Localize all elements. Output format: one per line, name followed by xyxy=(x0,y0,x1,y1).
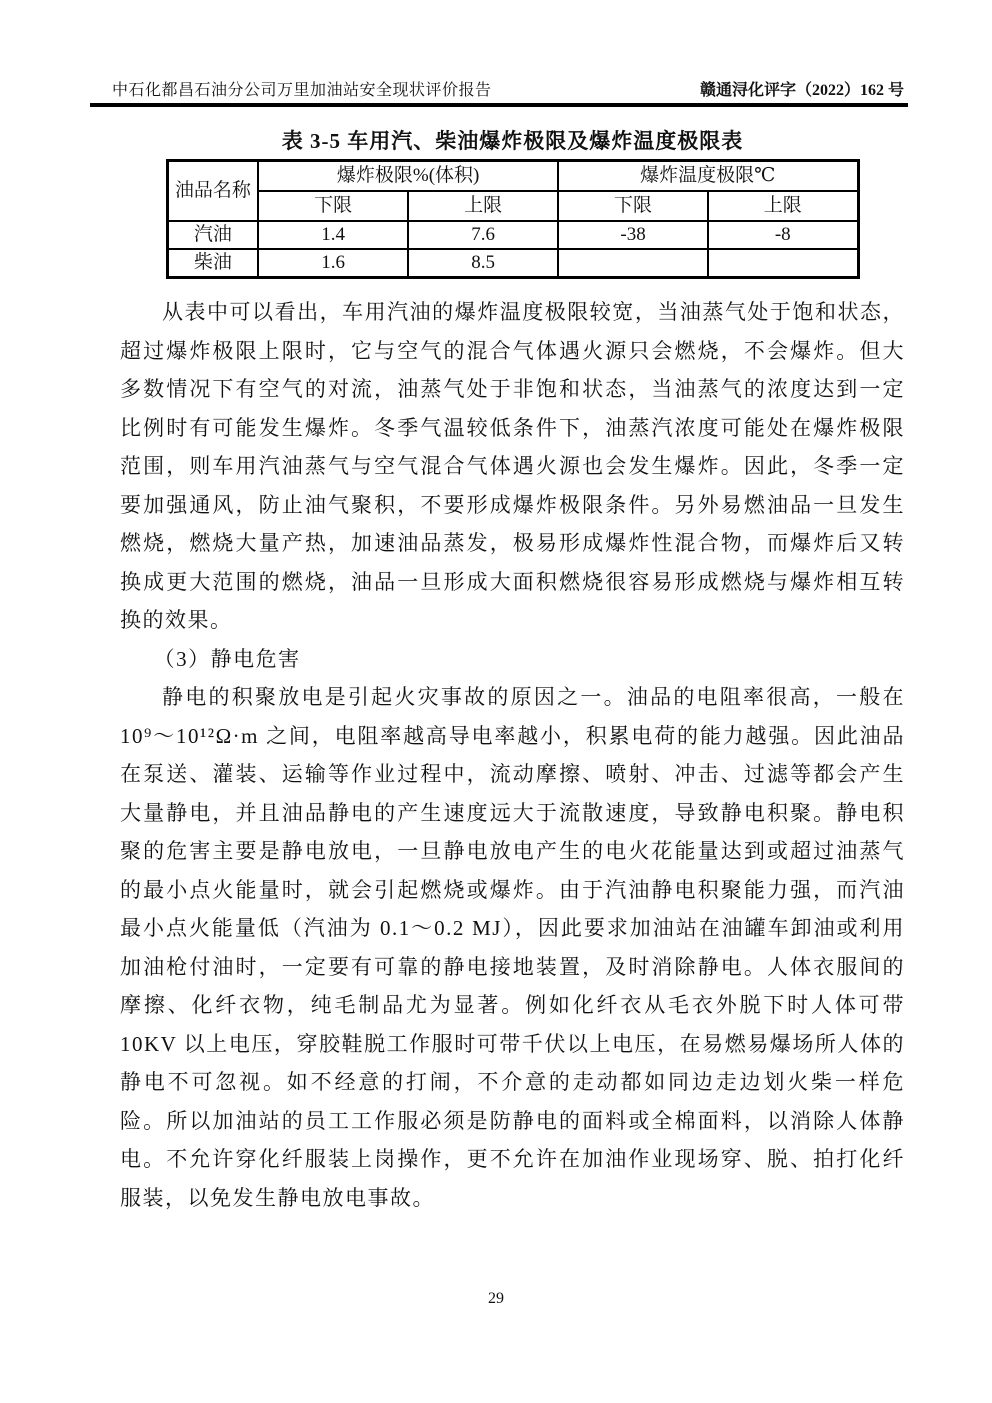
cell-value: 7.6 xyxy=(408,221,558,249)
column-group-explosion-temperature: 爆炸温度极限℃ xyxy=(558,161,858,192)
running-header xyxy=(112,82,904,100)
page-body xyxy=(120,128,905,1217)
cell-value-empty xyxy=(558,249,708,278)
header-doc-number: 赣通浔化评字（2022）162 号 xyxy=(699,82,904,99)
cell-value-empty xyxy=(708,249,858,278)
cell-value: 1.6 xyxy=(258,249,408,278)
header-report-title: 中石化都昌石油分公司万里加油站安全现状评价报告 xyxy=(112,82,492,99)
cell-product-name: 柴油 xyxy=(167,249,258,278)
column-header-product-name: 油品名称 xyxy=(167,161,258,222)
cell-value: -38 xyxy=(558,221,708,249)
page-number: 29 xyxy=(488,1290,504,1307)
subheader-limit-lower: 下限 xyxy=(258,191,408,221)
heading-static-electricity-hazard: （3）静电危害 xyxy=(153,646,301,671)
subheader-temp-lower: 下限 xyxy=(558,191,708,221)
paragraph-static-electricity: 静电的积聚放电是引起火灾事故的原因之一。油品的电阻率很高，一般在 10⁹～10¹²Ω·m 之间，电阻率越高导电率越小，积累电荷的能力越强。因此油品在泵送、灌装、运输等作业过程中，流动摩擦、喷射、冲击、过滤等都会产生大量静电，并且油品静电的产生速度远大于流散速度，导致静电积聚。静电积聚的危害主要是静电放电，一旦静电放电产生的电火花能量达到或超过油蒸气的最小点火能量时，就会引起燃烧或爆炸。由于汽油静电积聚能力强，而汽油最小点火能量低（汽油为 0.1～0.2 MJ），因此要求加油站在油罐车卸油或利用加油枪付油时，一定要有可靠的静电接地装置，及时消除静电。人体衣服间的摩擦、化纤衣物，纯毛制品尤为显著。例如化纤衣从毛衣外脱下时人体可带 10KV 以上电压，穿胶鞋脱工作服时可带千伏以上电压，在易燃易爆场所人体的静电不可忽视。如不经意的打闹，不介意的走动都如同边走边划火柴一样危险。所以加油站的员工工作服必须是防静电的面料或全棉面料，以消除人体静电。不允许穿化纤服装上岗操作，更不允许在加油作业现场穿、脱、拍打化纤服装，以免发生静电放电事故。 xyxy=(120,685,905,1210)
header-divider-rule xyxy=(90,103,908,107)
column-group-explosion-limit: 爆炸极限%(体积) xyxy=(258,161,558,192)
subheader-temp-upper: 上限 xyxy=(708,191,858,221)
explosion-limits-table xyxy=(166,159,860,279)
table-header-row-groups xyxy=(167,161,858,192)
cell-value: 8.5 xyxy=(408,249,558,278)
cell-product-name: 汽油 xyxy=(167,221,258,249)
paragraph-explosion-discussion: 从表中可以看出，车用汽油的爆炸温度极限较宽，当油蒸气处于饱和状态，超过爆炸极限上限时，它与空气的混合气体遇火源只会燃烧，不会爆炸。但大多数情况下有空气的对流，油蒸气处于非饱和状态，当油蒸气的浓度达到一定比例时有可能发生爆炸。冬季气温较低条件下，油蒸汽浓度可能处在爆炸极限范围，则车用汽油蒸气与空气混合气体遇火源也会发生爆炸。因此，冬季一定要加强通风，防止油气聚积，不要形成爆炸极限条件。另外易燃油品一旦发生燃烧，燃烧大量产热，加速油品蒸发，极易形成爆炸性混合物，而爆炸后又转换成更大范围的燃烧，油品一旦形成大面积燃烧很容易形成燃烧与爆炸相互转换的效果。 xyxy=(120,300,905,632)
cell-value: -8 xyxy=(708,221,858,249)
cell-value: 1.4 xyxy=(258,221,408,249)
table-title: 表 3-5 车用汽、柴油爆炸极限及爆炸温度极限表 xyxy=(281,129,744,153)
table-header-row-sub xyxy=(167,191,858,221)
table-row-diesel xyxy=(167,249,858,278)
subheader-limit-upper: 上限 xyxy=(408,191,558,221)
table-row-gasoline xyxy=(167,221,858,249)
